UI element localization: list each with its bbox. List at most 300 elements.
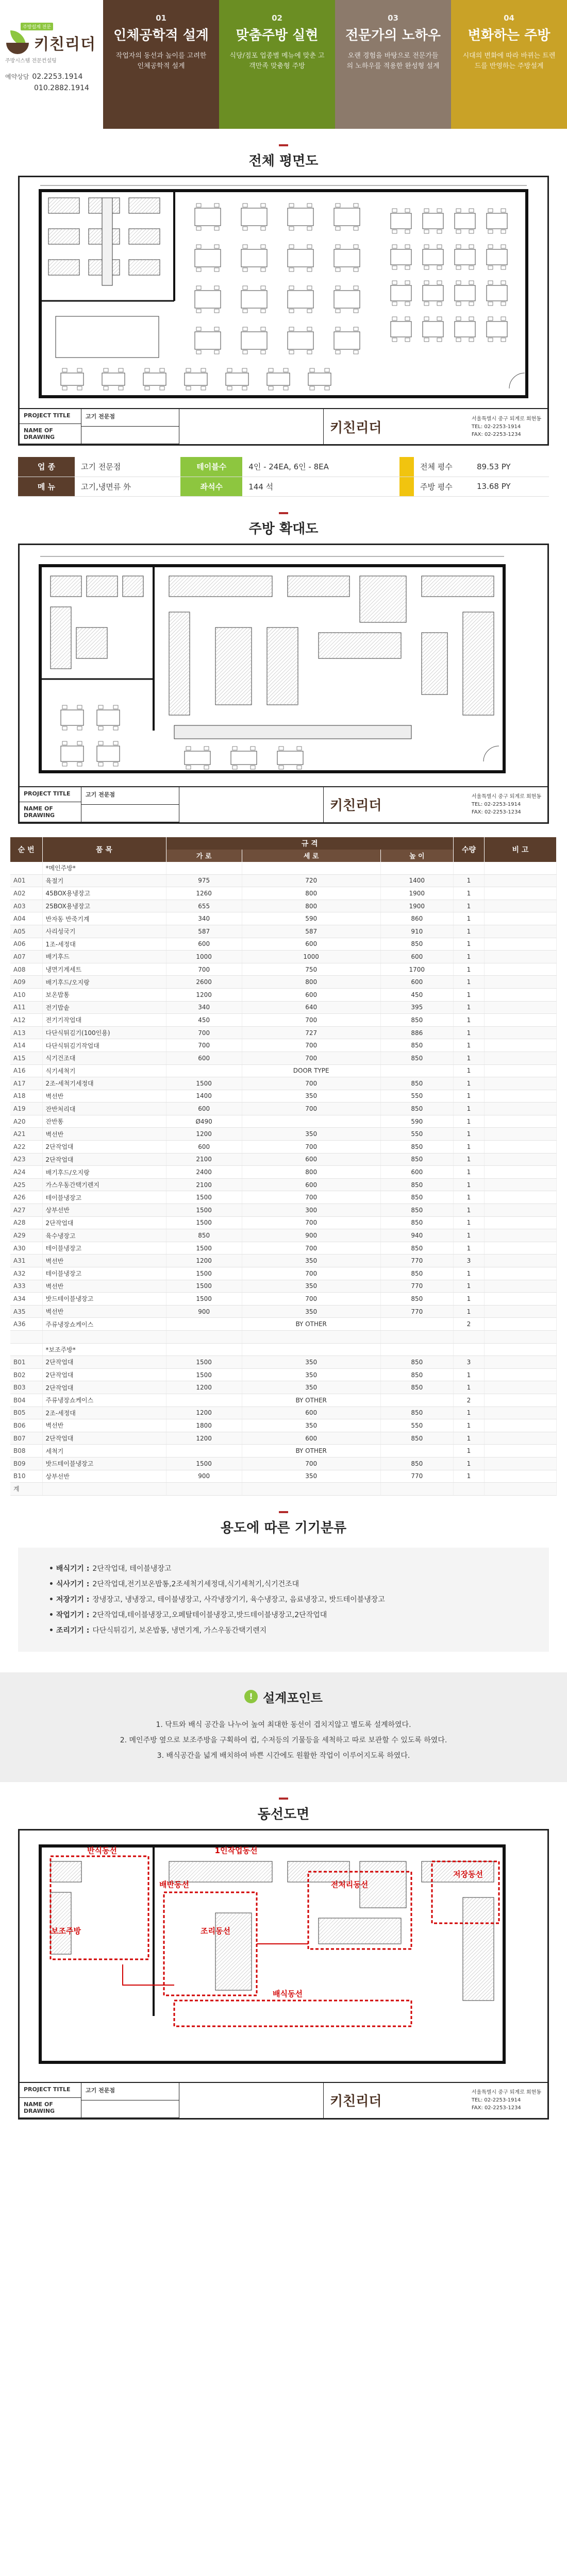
table-row bbox=[10, 1305, 557, 1318]
info-key-total-area: 전체 평수 bbox=[414, 457, 471, 477]
table-row bbox=[10, 988, 557, 1001]
info-value-menu: 고기,냉면류 外 bbox=[75, 477, 180, 496]
cell-no: A02 bbox=[10, 887, 42, 900]
cell-no: A09 bbox=[10, 976, 42, 989]
chair bbox=[405, 209, 410, 212]
design-points-list bbox=[0, 1717, 567, 1764]
cell-note bbox=[485, 1115, 557, 1128]
flow-drawing bbox=[18, 1829, 549, 2120]
cell-w: 587 bbox=[166, 925, 242, 938]
chair bbox=[77, 741, 82, 745]
chair bbox=[214, 204, 219, 207]
chair bbox=[392, 230, 397, 233]
use-label: • 저장기기 : bbox=[49, 1595, 90, 1604]
cell-q bbox=[454, 862, 485, 875]
chair bbox=[113, 741, 118, 745]
chair bbox=[437, 245, 442, 248]
cell-d: BY OTHER bbox=[242, 1445, 380, 1458]
equipment bbox=[129, 198, 160, 213]
cell-h: 850 bbox=[380, 1204, 453, 1217]
cell-note bbox=[485, 1445, 557, 1458]
cell-note bbox=[485, 1368, 557, 1381]
cell-w: 1400 bbox=[166, 1090, 242, 1103]
cell-h: 850 bbox=[380, 1191, 453, 1204]
chair bbox=[261, 204, 265, 207]
cell-no: B08 bbox=[10, 1445, 42, 1458]
card-desc: 오랜 경험을 바탕으로 전문가들의 노하우를 적용한 완성형 설계 bbox=[346, 52, 440, 70]
cell-no: A19 bbox=[10, 1103, 42, 1115]
chair bbox=[336, 350, 340, 354]
cell-note bbox=[485, 1406, 557, 1419]
dining-table bbox=[288, 291, 313, 308]
chair bbox=[261, 227, 265, 230]
cell-no: A17 bbox=[10, 1077, 42, 1090]
chair bbox=[354, 268, 358, 272]
chair bbox=[437, 338, 442, 342]
title-block: PROJECT TITLE NAME OF DRAWING 고기 전문점 키친리더 서울특별시 중구 퇴계로 회현동 TEL: 02-2253-1914 FAX: 02-2253-1234 bbox=[20, 2082, 547, 2118]
cell-note bbox=[485, 976, 557, 989]
cell-no: A29 bbox=[10, 1229, 42, 1242]
cell-q bbox=[454, 1330, 485, 1343]
cell-q: 1 bbox=[454, 1457, 485, 1470]
cell-w: 700 bbox=[166, 1026, 242, 1039]
chair bbox=[62, 762, 67, 766]
cell-d: 587 bbox=[242, 925, 380, 938]
equipment bbox=[463, 1897, 494, 2001]
cell-w: 340 bbox=[166, 1001, 242, 1014]
cell-d: 700 bbox=[242, 1014, 380, 1027]
chair bbox=[243, 204, 247, 207]
cell-no: B07 bbox=[10, 1432, 42, 1445]
use-text: 장냉장고, 냉냉장고, 테이블냉장고, 사각냉장기기, 육수냉장고, 음료냉장고, 밧드테이블냉장고 bbox=[92, 1595, 385, 1604]
door-swing bbox=[509, 373, 525, 388]
chair bbox=[456, 317, 461, 320]
chair bbox=[488, 281, 493, 284]
cell-name: 상부선반 bbox=[42, 1204, 166, 1217]
cell-h bbox=[380, 1064, 453, 1077]
use-text: 다단식튀김기, 보온밥통, 냉면기계, 가스우동간택기렌지 bbox=[92, 1626, 267, 1635]
cell-h: 850 bbox=[380, 1267, 453, 1280]
cell-h: 590 bbox=[380, 1115, 453, 1128]
dining-table bbox=[391, 213, 411, 229]
dining-table bbox=[61, 710, 84, 725]
cell-w: 1500 bbox=[166, 1457, 242, 1470]
cell-q: 1 bbox=[454, 1178, 485, 1191]
serving-counter bbox=[174, 725, 411, 739]
table-row bbox=[10, 925, 557, 938]
dining-table bbox=[185, 751, 210, 765]
cell-w: 1500 bbox=[166, 1191, 242, 1204]
logo[interactable] bbox=[5, 30, 103, 55]
chair bbox=[214, 309, 219, 313]
cell-h: 600 bbox=[380, 951, 453, 963]
chair bbox=[307, 227, 312, 230]
chair bbox=[488, 245, 493, 248]
cell-q: 1 bbox=[454, 1153, 485, 1166]
cell-q: 1 bbox=[454, 1445, 485, 1458]
floor-plan-drawing bbox=[18, 176, 549, 446]
cell-note bbox=[485, 1191, 557, 1204]
chair bbox=[261, 350, 265, 354]
card-desc: 식당/점포 업종별 메뉴에 맞춘 고객만족 맞춤형 주방 bbox=[229, 52, 325, 70]
title-block: PROJECT TITLE NAME OF DRAWING 고기 전문점 키친리더 서울특별시 중구 퇴계로 회현동 TEL: 02-2253-1914 FAX: 02-2253-1234 bbox=[20, 408, 547, 444]
cell-name: 2단작업대 bbox=[42, 1432, 166, 1445]
chair bbox=[501, 338, 506, 342]
table-row bbox=[10, 1255, 557, 1267]
storage-room bbox=[56, 316, 159, 358]
cell-d bbox=[242, 1343, 380, 1356]
chair bbox=[336, 245, 340, 248]
chair bbox=[310, 386, 314, 390]
cell-name: 밧드테이블냉장고 bbox=[42, 1293, 166, 1306]
chair bbox=[424, 245, 429, 248]
cell-d: 600 bbox=[242, 1432, 380, 1445]
equipment bbox=[48, 198, 79, 213]
table-row bbox=[10, 1153, 557, 1166]
cell-name: 주류냉장쇼케이스 bbox=[42, 1318, 166, 1331]
cell-note bbox=[485, 1267, 557, 1280]
cell-name: 2단작업대 bbox=[42, 1141, 166, 1154]
use-label: • 식사기기 : bbox=[49, 1580, 90, 1588]
cell-h: 850 bbox=[380, 1457, 453, 1470]
flow-label: 1인작업동선 bbox=[214, 1845, 258, 1855]
table-row bbox=[10, 1470, 557, 1483]
chair bbox=[251, 747, 255, 750]
cell-h: 850 bbox=[380, 1052, 453, 1064]
cell-name: 냉면기계세트 bbox=[42, 963, 166, 976]
cell-h bbox=[380, 1394, 453, 1406]
chair bbox=[437, 209, 442, 212]
design-point: 3. 배식공간을 넓게 배치하여 바쁜 시간에도 원활한 작업이 이루어지도록 하였다. bbox=[157, 1751, 410, 1760]
chair bbox=[456, 266, 461, 269]
cell-w: 2100 bbox=[166, 1178, 242, 1191]
chair bbox=[289, 327, 294, 331]
chair bbox=[392, 266, 397, 269]
chair bbox=[242, 368, 247, 372]
chair bbox=[145, 386, 149, 390]
cell-no: B06 bbox=[10, 1419, 42, 1432]
cell-no: A28 bbox=[10, 1216, 42, 1229]
cell-h bbox=[380, 1445, 453, 1458]
section-title-flow: 동선도면 bbox=[0, 1782, 567, 1829]
contact-label: 예약상담 bbox=[5, 73, 29, 80]
cell-d: 600 bbox=[242, 1178, 380, 1191]
cell-no: A35 bbox=[10, 1305, 42, 1318]
cell-no: A24 bbox=[10, 1166, 42, 1179]
chair bbox=[98, 741, 103, 745]
chair bbox=[488, 338, 493, 342]
table-row bbox=[10, 1128, 557, 1141]
chair bbox=[307, 286, 312, 290]
table-row bbox=[10, 1406, 557, 1419]
cell-w: 1500 bbox=[166, 1293, 242, 1306]
chair bbox=[354, 245, 358, 248]
cell-h: 850 bbox=[380, 1039, 453, 1052]
cell-d: 350 bbox=[242, 1128, 380, 1141]
cell-no: A15 bbox=[10, 1052, 42, 1064]
dining-table bbox=[334, 291, 360, 308]
cell-name: 육절기 bbox=[42, 874, 166, 887]
cell-no: A03 bbox=[10, 900, 42, 912]
cell-w: 900 bbox=[166, 1305, 242, 1318]
equipment bbox=[51, 607, 71, 669]
cell-q: 1 bbox=[454, 1090, 485, 1103]
dining-table bbox=[308, 373, 331, 385]
chair bbox=[214, 245, 219, 248]
cell-name: 1조-세정대 bbox=[42, 938, 166, 951]
col-qty: 수량 bbox=[454, 837, 485, 862]
cell-note bbox=[485, 862, 557, 875]
cell-note bbox=[485, 1419, 557, 1432]
chair bbox=[261, 309, 265, 313]
chair bbox=[424, 302, 429, 306]
equipment bbox=[123, 576, 143, 597]
cell-d: 800 bbox=[242, 900, 380, 912]
cell-name: 식기세척기 bbox=[42, 1064, 166, 1077]
dining-table bbox=[423, 285, 443, 301]
door-swing bbox=[483, 746, 499, 761]
equipment bbox=[422, 633, 447, 694]
chair bbox=[354, 204, 358, 207]
chair bbox=[289, 268, 294, 272]
chair bbox=[469, 230, 474, 233]
chair bbox=[243, 268, 247, 272]
chair bbox=[488, 230, 493, 233]
cell-q: 1 bbox=[454, 1204, 485, 1217]
flow-label: 보조주방 bbox=[51, 1926, 81, 1936]
cell-d: 350 bbox=[242, 1090, 380, 1103]
chair bbox=[437, 281, 442, 284]
chair bbox=[186, 386, 191, 390]
table-row bbox=[10, 1103, 557, 1115]
chair bbox=[77, 386, 82, 390]
table-row bbox=[10, 1216, 557, 1229]
chair bbox=[119, 368, 123, 372]
chair bbox=[392, 338, 397, 342]
cell-note bbox=[485, 1343, 557, 1356]
chair bbox=[469, 266, 474, 269]
cell-h: 1700 bbox=[380, 963, 453, 976]
dining-table bbox=[455, 213, 475, 229]
flow-label: 배반동선 bbox=[159, 1879, 189, 1889]
cell-no: A05 bbox=[10, 925, 42, 938]
col-no: 순 번 bbox=[10, 837, 42, 862]
dining-table bbox=[143, 373, 166, 385]
design-point: 1. 닥트와 배식 공간을 나누어 높여 최대한 동선이 겹치지않고 별도록 설계하였다. bbox=[156, 1720, 411, 1729]
chair bbox=[336, 227, 340, 230]
chair bbox=[243, 286, 247, 290]
use-row bbox=[49, 1592, 518, 1607]
equipment bbox=[48, 229, 79, 244]
chair bbox=[354, 350, 358, 354]
card-number: 02 bbox=[272, 13, 282, 23]
cell-d: 700 bbox=[242, 1267, 380, 1280]
use-label: • 작업기기 : bbox=[49, 1611, 90, 1619]
cell-name: 25BOX용냉장고 bbox=[42, 900, 166, 912]
cell-note bbox=[485, 1305, 557, 1318]
dining-table bbox=[423, 321, 443, 337]
cell-w: 600 bbox=[166, 1103, 242, 1115]
cell-name: 2단작업대 bbox=[42, 1153, 166, 1166]
chair bbox=[392, 209, 397, 212]
dining-table bbox=[487, 285, 507, 301]
kitchen-detail-svg bbox=[20, 545, 547, 786]
card-number: 01 bbox=[156, 13, 166, 23]
cell-name: 45BOX용냉장고 bbox=[42, 887, 166, 900]
table-row bbox=[10, 1026, 557, 1039]
chair bbox=[501, 317, 506, 320]
chair bbox=[307, 350, 312, 354]
brand-subtitle: 주방시스템 전문컨설팅 bbox=[5, 58, 57, 64]
flow-label: 저장동선 bbox=[453, 1869, 483, 1879]
cell-h: 850 bbox=[380, 1432, 453, 1445]
chair bbox=[501, 266, 506, 269]
dining-table bbox=[231, 751, 257, 765]
dining-table bbox=[277, 751, 303, 765]
cell-q: 1 bbox=[454, 1267, 485, 1280]
chair bbox=[113, 705, 118, 709]
flow-label: 전처리동선 bbox=[330, 1879, 369, 1889]
cell-name: 다단식튀김기작업대 bbox=[42, 1039, 166, 1052]
equipment bbox=[169, 576, 272, 597]
chair bbox=[77, 368, 82, 372]
chair bbox=[261, 327, 265, 331]
cell-note bbox=[485, 1166, 557, 1179]
cell-note bbox=[485, 1432, 557, 1445]
cell-q: 2 bbox=[454, 1394, 485, 1406]
cell-w bbox=[166, 1343, 242, 1356]
cell-d: 700 bbox=[242, 1039, 380, 1052]
chair bbox=[501, 245, 506, 248]
table-row bbox=[10, 963, 557, 976]
cell-h: 910 bbox=[380, 925, 453, 938]
floor-plan-svg bbox=[20, 177, 547, 408]
header-card-2 bbox=[219, 0, 335, 129]
cell-q: 1 bbox=[454, 1191, 485, 1204]
cell-q: 1 bbox=[454, 963, 485, 976]
table-row bbox=[10, 862, 557, 875]
cell-h: 600 bbox=[380, 976, 453, 989]
counter bbox=[102, 198, 112, 285]
cell-note bbox=[485, 1229, 557, 1242]
cell-d: 750 bbox=[242, 963, 380, 976]
phone-2[interactable]: 010.2882.1914 bbox=[34, 84, 89, 92]
cell-no: B03 bbox=[10, 1381, 42, 1394]
cell-w: 655 bbox=[166, 900, 242, 912]
cell-name: 세척기 bbox=[42, 1445, 166, 1458]
cell-w: 2100 bbox=[166, 1153, 242, 1166]
chair bbox=[186, 368, 191, 372]
cell-note bbox=[485, 1001, 557, 1014]
brand-badge: 주방설계 전문 bbox=[21, 23, 53, 30]
cell-q: 3 bbox=[454, 1255, 485, 1267]
cell-no bbox=[10, 862, 42, 875]
chair bbox=[227, 368, 232, 372]
phone-1[interactable]: 02.2253.1914 bbox=[32, 73, 83, 81]
cell-no: A13 bbox=[10, 1026, 42, 1039]
cell-no: A23 bbox=[10, 1153, 42, 1166]
cell-name: 전기기작업대 bbox=[42, 1014, 166, 1027]
chair bbox=[469, 338, 474, 342]
table-row bbox=[10, 887, 557, 900]
brand-block bbox=[0, 0, 103, 129]
card-title: 맞춤주방 실현 bbox=[236, 28, 319, 43]
flow-label: 배식동선 bbox=[273, 1989, 303, 1998]
cell-no: B01 bbox=[10, 1356, 42, 1369]
section-title-by-use: 용도에 따른 기기분류 bbox=[0, 1496, 567, 1543]
title-brand: 키친리더 bbox=[330, 420, 382, 436]
chair bbox=[501, 281, 506, 284]
cell-q: 1 bbox=[454, 1128, 485, 1141]
cell-name: 밧드테이블냉장고 bbox=[42, 1457, 166, 1470]
cell-d: 600 bbox=[242, 1406, 380, 1419]
chair bbox=[307, 245, 312, 248]
cell-name: 2단작업대 bbox=[42, 1216, 166, 1229]
cell-no: A18 bbox=[10, 1090, 42, 1103]
chair bbox=[325, 386, 329, 390]
cell-d: 700 bbox=[242, 1141, 380, 1154]
table-row bbox=[10, 1229, 557, 1242]
cell-q: 1 bbox=[454, 1077, 485, 1090]
cell-q: 3 bbox=[454, 1356, 485, 1369]
chair bbox=[243, 327, 247, 331]
chair bbox=[284, 368, 288, 372]
chair bbox=[354, 309, 358, 313]
table-row bbox=[10, 951, 557, 963]
chair bbox=[392, 281, 397, 284]
cell-note bbox=[485, 1039, 557, 1052]
cell-q: 1 bbox=[454, 1432, 485, 1445]
chair bbox=[310, 368, 314, 372]
dining-table bbox=[185, 373, 207, 385]
cell-w: 1500 bbox=[166, 1368, 242, 1381]
dining-table bbox=[61, 746, 84, 761]
cell-d: 700 bbox=[242, 1103, 380, 1115]
dining-table bbox=[97, 746, 120, 761]
cell-q: 1 bbox=[454, 912, 485, 925]
col-item: 품 목 bbox=[42, 837, 166, 862]
use-row bbox=[49, 1577, 518, 1592]
cell-h bbox=[380, 1318, 453, 1331]
equipment bbox=[169, 612, 190, 715]
cell-name: 2조-세정대 bbox=[42, 1406, 166, 1419]
cell-note bbox=[485, 1064, 557, 1077]
equipment bbox=[215, 1913, 252, 1990]
cell-d: 1000 bbox=[242, 951, 380, 963]
chair bbox=[424, 281, 429, 284]
table-row bbox=[10, 1445, 557, 1458]
chair bbox=[354, 227, 358, 230]
chair bbox=[469, 209, 474, 212]
equipment bbox=[129, 229, 160, 244]
chair bbox=[201, 386, 206, 390]
cell-d: 350 bbox=[242, 1280, 380, 1293]
col-height: 높 이 bbox=[380, 850, 453, 862]
card-number: 04 bbox=[504, 13, 514, 23]
chair bbox=[405, 302, 410, 306]
cell-q: 1 bbox=[454, 887, 485, 900]
table-row bbox=[10, 1394, 557, 1406]
chair bbox=[196, 227, 201, 230]
chair bbox=[186, 766, 191, 769]
table-row bbox=[10, 1242, 557, 1255]
chair bbox=[104, 386, 108, 390]
cell-q: 1 bbox=[454, 1419, 485, 1432]
chair bbox=[227, 386, 232, 390]
cell-q: 1 bbox=[454, 874, 485, 887]
chair bbox=[77, 705, 82, 709]
chair bbox=[354, 327, 358, 331]
